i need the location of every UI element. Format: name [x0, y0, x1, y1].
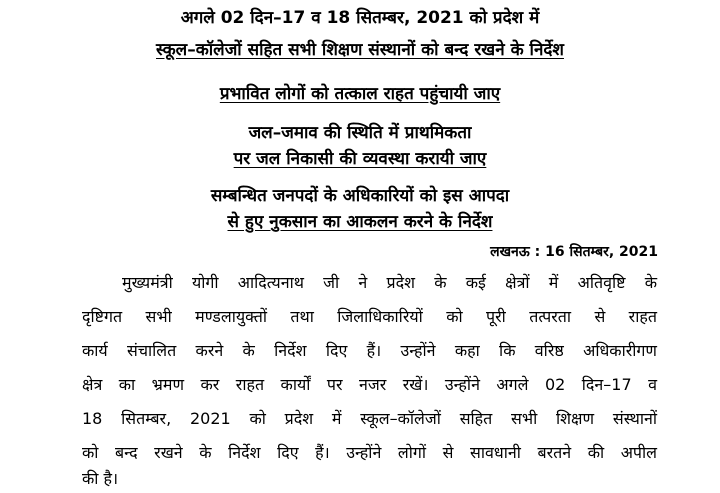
body-line-5: 18 सितम्बर, 2021 को प्रदेश में स्कूल–कॉलेजों सहित सभी शिक्षण संस्थानों — [82, 409, 657, 428]
body-line-7: की है। — [82, 469, 119, 488]
headline-line-2: स्कूल–कॉलेजों सहित सभी शिक्षण संस्थानों को बन्द रखने के निर्देश — [156, 40, 564, 60]
subheadline-waterlogging-line-1: जल–जमाव की स्थिति में प्राथमिकता — [248, 123, 472, 143]
body-line-3: कार्य संचालित करने के निर्देश दिए हैं। उन्होंने कहा कि वरिष्ठ अधिकारीगण — [82, 341, 657, 360]
body-line-2: दृष्टिगत सभी मण्डलायुक्तों तथा जिलाधिकारियों को पूरी तत्परता से राहत — [82, 307, 657, 326]
body-line-1: मुख्यमंत्री योगी आदित्यनाथ जी ने प्रदेश के कई क्षेत्रों में अतिवृष्टि के — [122, 273, 657, 292]
subheadline-relief: प्रभावित लोगों को तत्काल राहत पहुंचायी जाए — [219, 84, 501, 104]
subheadline-assessment-line-1: सम्बन्धित जनपदों के अधिकारियों को इस आपदा — [210, 186, 510, 206]
subheadline-waterlogging-line-2: पर जल निकासी की व्यवस्था करायी जाए — [233, 149, 487, 169]
headline-line-1: अगले 02 दिन–17 व 18 सितम्बर, 2021 को प्रदेश में — [180, 8, 540, 28]
body-line-4: क्षेत्र का भ्रमण कर राहत कार्यों पर नजर रखें। उन्होंने अगले 02 दिन–17 व — [82, 375, 657, 394]
body-line-6: को बन्द रखने के निर्देश दिए हैं। उन्होंने लोगों से सावधानी बरतने की अपील — [82, 443, 657, 462]
dateline: लखनऊ : 16 सितम्बर, 2021 — [490, 244, 658, 260]
subheadline-assessment-line-2: से हुए नुकसान का आकलन करने के निर्देश — [227, 212, 493, 232]
